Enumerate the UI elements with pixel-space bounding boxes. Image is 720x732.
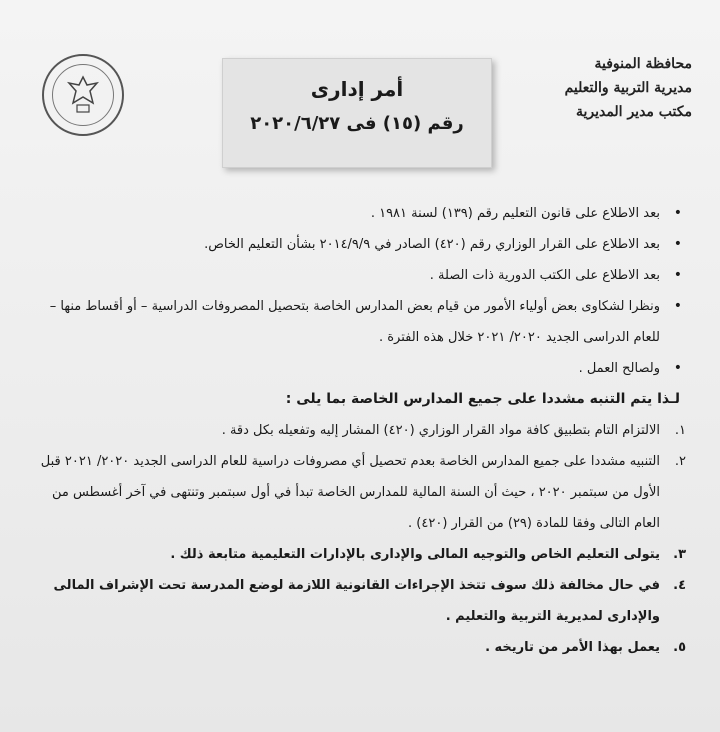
item-number: ٣. xyxy=(673,547,686,562)
list-item-text: بعد الاطلاع على قانون التعليم رقم (١٣٩) لسنة ١٩٨١ . xyxy=(370,206,660,221)
preamble-list xyxy=(30,198,686,384)
bullet-icon: • xyxy=(673,298,682,314)
item-number: ٤. xyxy=(673,578,686,593)
document-title: أمر إدارى xyxy=(310,77,404,101)
emblem-seal xyxy=(42,54,124,136)
list-item-text: ونظرا لشكاوى بعض أولياء الأمور من قيام بعض المدارس الخاصة بتحصيل المصروفات الدراسية – أو أقساط منها – للعام الدراسى الجديد ٢٠٢٠/ ٢٠٢١ خلال هذه الفترة . xyxy=(49,299,660,345)
list-item-text: بعد الاطلاع على القرار الوزاري رقم (٤٢٠) الصادر في ٢٠١٤/٩/٩ بشأن التعليم الخاص. xyxy=(204,237,660,252)
eagle-emblem-icon xyxy=(52,64,114,126)
list-item xyxy=(30,229,686,260)
list-item-text: التنبيه مشددا على جميع المدارس الخاصة بعدم تحصيل أي مصروفات دراسية للعام الدراسى الجديد ٢٠٢٠/ ٢٠٢١ قبل الأول من سبتمبر ٢٠٢٠ ، حيث أن السنة المالية للمدارس الخاصة تبدأ في أول سبتمبر وتنتهى في آخر أغسطس من العام التالى وفقا للمادة (٢٩) من القرار (٤٢٠) . xyxy=(40,454,660,531)
governorate-name: محافظة المنوفية xyxy=(594,56,692,72)
list-item xyxy=(30,415,686,446)
list-item xyxy=(30,353,686,384)
directive-heading: لـذا يتم التنبه مشددا على جميع المدارس الخاصة بما يلى : xyxy=(285,391,680,407)
office-name: مكتب مدير المديرية xyxy=(575,104,692,120)
directive-list xyxy=(30,415,686,663)
list-item xyxy=(30,446,686,539)
order-number-date: رقم (١٥) فى ٢٠٢٠/٦/٢٧ xyxy=(250,113,464,134)
title-box xyxy=(222,58,492,168)
list-item xyxy=(30,260,686,291)
item-number: ٢. xyxy=(674,454,686,469)
list-item xyxy=(30,539,686,570)
bullet-icon: • xyxy=(673,360,682,376)
list-item-text: ولصالح العمل . xyxy=(578,361,660,376)
list-item xyxy=(30,198,686,229)
list-item-text: يعمل بهذا الأمر من تاريخه . xyxy=(485,640,660,655)
item-number: ٥. xyxy=(673,640,686,655)
list-item xyxy=(30,291,686,353)
list-item-text: يتولى التعليم الخاص والتوجيه المالى والإدارى بالإدارات التعليمية متابعة ذلك . xyxy=(170,547,660,562)
item-number: ١. xyxy=(674,423,686,438)
list-item xyxy=(30,632,686,663)
list-item-text: بعد الاطلاع على الكتب الدورية ذات الصلة . xyxy=(429,268,660,283)
letterhead xyxy=(502,52,692,124)
list-item-text: في حال مخالفة ذلك سوف تتخذ الإجراءات القانونية اللازمة لوضع المدرسة تحت الإشراف المالى والإدارى لمديرية التربية والتعليم . xyxy=(53,578,660,624)
list-item-text: الالتزام التام بتطبيق كافة مواد القرار الوزاري (٤٢٠) المشار إليه وتفعيله بكل دقة . xyxy=(221,423,660,438)
list-item xyxy=(30,570,686,632)
document-body xyxy=(30,198,686,663)
bullet-icon: • xyxy=(673,236,682,252)
bullet-icon: • xyxy=(673,205,682,221)
bullet-icon: • xyxy=(673,267,682,283)
directorate-name: مديرية التربية والتعليم xyxy=(564,80,692,96)
